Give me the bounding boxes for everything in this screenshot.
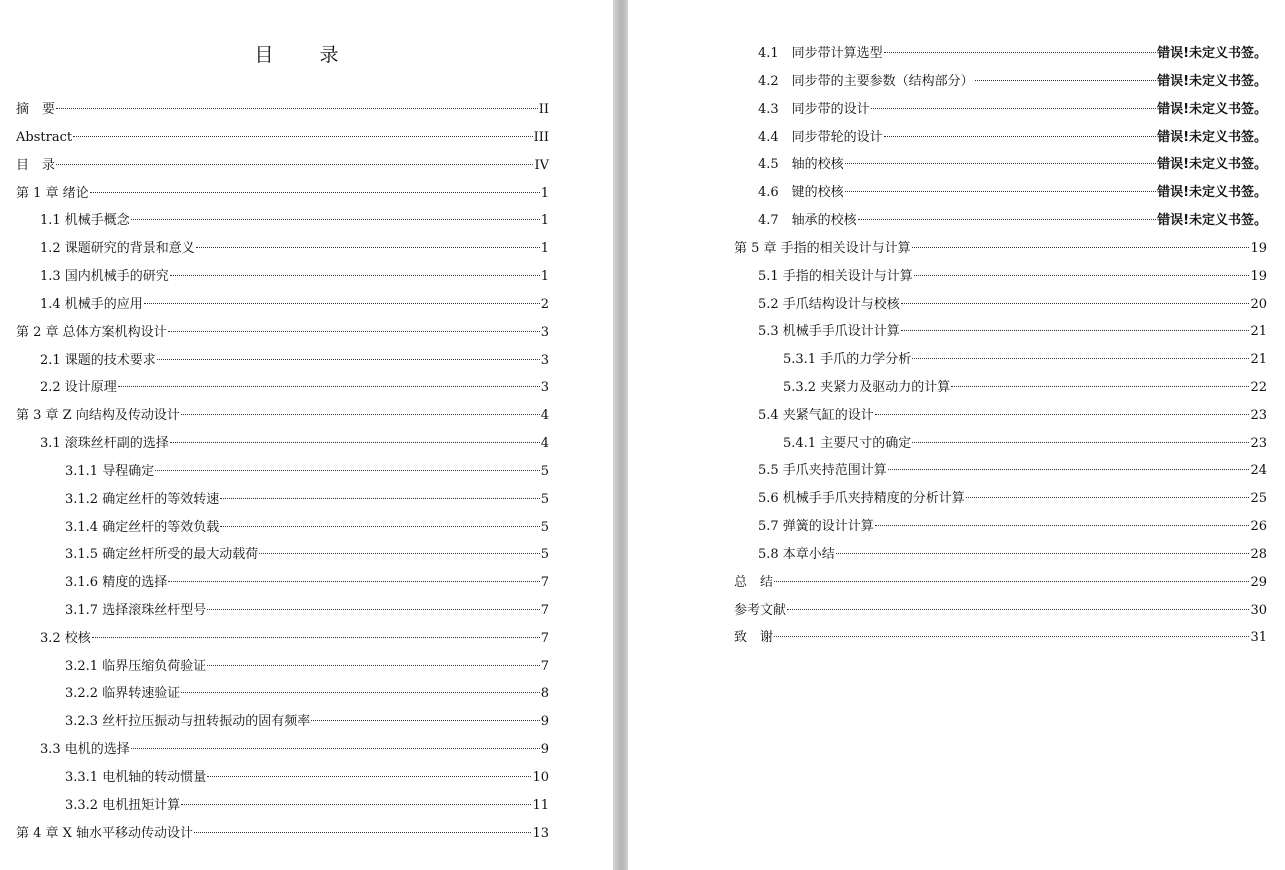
toc-dot-leader (975, 80, 1156, 81)
toc-entry[interactable] (758, 211, 1267, 231)
toc-entry-page-number: 错误!未定义书签。 (1157, 46, 1267, 61)
toc-dot-leader (92, 637, 540, 638)
toc-entry[interactable] (65, 573, 549, 593)
toc-entry[interactable] (758, 72, 1267, 92)
toc-entry[interactable] (40, 629, 549, 649)
toc-entry[interactable] (65, 796, 549, 816)
toc-entry-label: 目 录 (16, 157, 56, 173)
toc-entry[interactable] (40, 740, 549, 760)
toc-dot-leader (131, 748, 540, 749)
toc-entry-label: Abstract (16, 129, 73, 145)
toc-dot-leader (168, 331, 540, 332)
toc-entry-page-number: 31 (1250, 630, 1267, 646)
toc-entry-label: 5.2 手爪结构设计与校核 (758, 296, 900, 312)
toc-dot-leader (884, 136, 1156, 137)
toc-entry[interactable] (65, 462, 549, 482)
toc-entry-page-number: 错误!未定义书签。 (1157, 73, 1267, 89)
toc-entry-page-number: 5 (540, 519, 549, 535)
toc-dot-leader (56, 108, 538, 109)
toc-entry[interactable] (758, 183, 1267, 203)
toc-entry-label: 4.4 同步带轮的设计 (758, 129, 883, 145)
toc-entry-label: 3.1.7 选择滚珠丝杆型号 (65, 602, 207, 618)
toc-entry-label: 摘 要 (16, 102, 56, 117)
toc-entry[interactable] (65, 684, 549, 704)
toc-entry-page-number: 错误!未定义书签。 (1157, 213, 1267, 228)
toc-entry[interactable] (734, 573, 1267, 593)
toc-entry-label: 5.3.2 夹紧力及驱动力的计算 (783, 380, 951, 395)
toc-entry-label: 3.2.2 临界转速验证 (65, 686, 181, 702)
toc-dot-leader (118, 386, 540, 387)
toc-dot-leader (875, 414, 1250, 415)
toc-entry[interactable] (783, 378, 1267, 398)
toc-entry[interactable] (40, 351, 549, 371)
toc-dot-leader (888, 469, 1250, 470)
right-page (628, 0, 1285, 870)
toc-entry-page-number: 5 (540, 547, 549, 563)
toc-entry-page-number: 4 (540, 436, 549, 451)
toc-entry[interactable] (65, 601, 549, 621)
toc-entry[interactable] (734, 628, 1267, 648)
toc-entry-page-number: III (533, 129, 549, 145)
toc-entry-page-number: II (538, 102, 549, 117)
page-gutter (613, 0, 628, 870)
toc-entry-page-number: 7 (540, 630, 549, 646)
toc-entry[interactable] (40, 267, 549, 287)
toc-dot-leader (181, 414, 540, 415)
toc-entry-page-number: 23 (1250, 407, 1267, 423)
toc-entry[interactable] (16, 128, 549, 148)
toc-entry-label: 1.3 国内机械手的研究 (40, 269, 169, 284)
toc-entry-label: 1.2 课题研究的背景和意义 (40, 241, 195, 257)
toc-dot-leader (966, 497, 1250, 498)
toc-entry-label: 4.1 同步带计算选型 (758, 46, 883, 61)
toc-entry[interactable] (758, 406, 1267, 426)
toc-entry-page-number: 9 (540, 742, 549, 758)
toc-entry[interactable] (16, 100, 549, 120)
toc-entry-page-number: 1 (540, 185, 549, 201)
toc-entry[interactable] (40, 211, 549, 231)
toc-entry-page-number: 25 (1250, 491, 1267, 507)
toc-entry-page-number: 错误!未定义书签。 (1157, 101, 1267, 117)
toc-dot-leader (311, 720, 540, 721)
toc-entry-label: 第 4 章 X 轴水平移动传动设计 (16, 825, 194, 841)
toc-entry-page-number: 21 (1250, 324, 1267, 340)
toc-entry-label: 5.1 手指的相关设计与计算 (758, 268, 913, 284)
toc-entry[interactable] (758, 267, 1267, 287)
toc-entry-page-number: 19 (1250, 240, 1267, 256)
toc-entry-page-number: 2 (540, 296, 549, 312)
toc-dot-leader (901, 330, 1250, 331)
toc-entry-label: 3.3.1 电机轴的转动惯量 (65, 769, 207, 785)
toc-entry[interactable] (758, 461, 1267, 481)
toc-entry-label: 4.5 轴的校核 (758, 157, 844, 173)
toc-entry[interactable] (758, 44, 1267, 64)
toc-entry-page-number: IV (534, 157, 549, 173)
toc-dot-leader (181, 692, 540, 693)
toc-entry[interactable] (783, 434, 1267, 454)
toc-dot-leader (220, 526, 540, 527)
toc-entry[interactable] (40, 378, 549, 398)
toc-dot-leader (131, 219, 540, 220)
toc-dot-leader (884, 52, 1156, 53)
toc-entry-label: 3.1.1 导程确定 (65, 463, 155, 479)
toc-entry-page-number: 22 (1250, 380, 1267, 395)
toc-dot-leader (912, 442, 1249, 443)
toc-entry-label: 4.6 键的校核 (758, 185, 844, 201)
toc-entry-page-number: 3 (540, 380, 549, 396)
toc-entry-page-number: 10 (532, 769, 549, 785)
toc-entry-label: 5.8 本章小结 (758, 546, 835, 562)
toc-entry[interactable] (758, 517, 1267, 537)
toc-entry[interactable] (758, 100, 1267, 120)
toc-entry-label: 致 谢 (734, 630, 774, 646)
toc-entry-label: 第 1 章 绪论 (16, 185, 89, 201)
toc-entry-page-number: 3 (540, 352, 549, 368)
toc-entry-label: 第 2 章 总体方案机构设计 (16, 324, 167, 340)
toc-entry-label: 5.7 弹簧的设计计算 (758, 519, 874, 535)
toc-dot-leader (73, 136, 533, 137)
toc-entry-label: 3.1.2 确定丝杆的等效转速 (65, 491, 220, 507)
toc-dot-leader (56, 164, 533, 165)
toc-entry-label: 2.1 课题的技术要求 (40, 352, 156, 368)
toc-entry-page-number: 23 (1250, 435, 1267, 451)
toc-entry-page-number: 1 (540, 241, 549, 257)
toc-entry-label: 5.3.1 手爪的力学分析 (783, 352, 912, 368)
toc-entry-label: 3.2.1 临界压缩负荷验证 (65, 658, 207, 674)
toc-dot-leader (871, 108, 1156, 109)
toc-entry[interactable] (758, 295, 1267, 315)
toc-entry[interactable] (758, 545, 1267, 565)
toc-entry[interactable] (65, 518, 549, 538)
toc-dot-leader (774, 636, 1249, 637)
toc-dot-leader (207, 776, 531, 777)
toc-dot-leader (168, 581, 540, 582)
toc-entry[interactable] (758, 128, 1267, 148)
toc-dot-leader (858, 219, 1156, 220)
toc-dot-leader (196, 247, 540, 248)
toc-entry-label: 4.7 轴承的校核 (758, 213, 857, 228)
toc-dot-leader (144, 303, 540, 304)
toc-entry-page-number: 13 (532, 825, 549, 841)
toc-entry-page-number: 1 (540, 213, 549, 229)
toc-entry-label: 3.1.6 精度的选择 (65, 575, 168, 591)
toc-entry-label: 5.4 夹紧气缸的设计 (758, 407, 874, 423)
toc-entry-page-number: 9 (540, 714, 549, 730)
toc-dot-leader (787, 609, 1249, 610)
toc-dot-leader (155, 470, 540, 471)
toc-dot-leader (901, 303, 1250, 304)
toc-entry[interactable] (783, 350, 1267, 370)
toc-entry[interactable] (65, 657, 549, 677)
toc-entry-page-number: 7 (540, 658, 549, 674)
toc-dot-leader (170, 275, 540, 276)
toc-entry[interactable] (16, 406, 549, 426)
toc-entry-label: 总 结 (734, 574, 774, 590)
toc-entry-label: 5.5 手爪夹持范围计算 (758, 463, 887, 479)
toc-dot-leader (207, 665, 540, 666)
toc-entry[interactable] (65, 712, 549, 732)
toc-dot-leader (836, 553, 1250, 554)
toc-entry-page-number: 20 (1250, 296, 1267, 312)
toc-dot-leader (875, 525, 1250, 526)
toc-entry-label: 第 5 章 手指的相关设计与计算 (734, 240, 911, 256)
toc-entry-page-number: 7 (540, 575, 549, 591)
toc-entry-label: 5.4.1 主要尺寸的确定 (783, 435, 912, 451)
toc-entry-label: 2.2 设计原理 (40, 380, 117, 396)
toc-entry[interactable] (65, 490, 549, 510)
toc-entry[interactable] (758, 489, 1267, 509)
toc-entry[interactable] (758, 322, 1267, 342)
toc-entry-label: 3.1.4 确定丝杆的等效负载 (65, 519, 220, 535)
toc-entry-page-number: 21 (1250, 352, 1267, 368)
toc-entry-page-number: 5 (540, 463, 549, 479)
toc-entry-page-number: 11 (532, 797, 549, 813)
toc-entry-page-number: 24 (1250, 463, 1267, 479)
toc-entry-label: 参考文献 (734, 602, 787, 618)
toc-entry-page-number: 8 (540, 686, 549, 702)
toc-entry[interactable] (16, 824, 549, 844)
toc-entry-page-number: 3 (540, 324, 549, 340)
toc-entry-page-number: 30 (1250, 602, 1267, 618)
toc-entry[interactable] (758, 155, 1267, 175)
toc-dot-leader (951, 386, 1249, 387)
toc-dot-leader (207, 609, 540, 610)
toc-entry[interactable] (40, 295, 549, 315)
page-title: 目 录 (254, 44, 359, 66)
toc-entry-label: 5.6 机械手手爪夹持精度的分析计算 (758, 491, 965, 507)
toc-entry[interactable] (16, 323, 549, 343)
toc-dot-leader (220, 498, 540, 499)
toc-entry-page-number: 29 (1250, 574, 1267, 590)
toc-dot-leader (181, 804, 531, 805)
toc-entry[interactable] (65, 545, 549, 565)
toc-entry[interactable] (16, 184, 549, 204)
toc-entry-page-number: 26 (1250, 519, 1267, 535)
toc-dot-leader (912, 247, 1250, 248)
toc-entry-label: 1.1 机械手概念 (40, 213, 130, 229)
toc-entry-page-number: 19 (1250, 268, 1267, 284)
toc-entry[interactable] (16, 156, 549, 176)
toc-entry[interactable] (40, 434, 549, 454)
left-page (0, 0, 613, 870)
toc-entry-page-number: 错误!未定义书签。 (1157, 157, 1267, 173)
toc-entry-label: 5.3 机械手手爪设计计算 (758, 324, 900, 340)
toc-dot-leader (845, 163, 1156, 164)
toc-entry-page-number: 5 (540, 491, 549, 507)
toc-dot-leader (170, 442, 540, 443)
toc-entry-label: 4.2 同步带的主要参数（结构部分） (758, 73, 974, 89)
toc-entry[interactable] (734, 239, 1267, 259)
toc-entry-page-number: 错误!未定义书签。 (1157, 129, 1267, 145)
toc-entry-page-number: 28 (1250, 546, 1267, 562)
toc-entry-label: 3.1.5 确定丝杆所受的最大动载荷 (65, 547, 259, 563)
toc-entry-label: 3.3.2 电机扭矩计算 (65, 797, 181, 813)
toc-entry[interactable] (65, 768, 549, 788)
toc-dot-leader (194, 832, 531, 833)
toc-dot-leader (259, 553, 540, 554)
toc-entry[interactable] (734, 601, 1267, 621)
toc-entry-page-number: 错误!未定义书签。 (1157, 185, 1267, 201)
toc-dot-leader (845, 191, 1156, 192)
toc-entry-label: 3.3 电机的选择 (40, 742, 130, 758)
toc-dot-leader (774, 581, 1249, 582)
toc-entry-label: 3.2 校核 (40, 630, 91, 646)
toc-entry-page-number: 7 (540, 602, 549, 618)
toc-entry-label: 1.4 机械手的应用 (40, 296, 143, 312)
toc-entry-label: 4.3 同步带的设计 (758, 101, 870, 117)
toc-dot-leader (914, 275, 1250, 276)
toc-entry-label: 3.2.3 丝杆拉压振动与扭转振动的固有频率 (65, 714, 311, 730)
toc-entry-page-number: 4 (540, 408, 549, 424)
toc-dot-leader (90, 192, 540, 193)
toc-dot-leader (912, 358, 1249, 359)
toc-entry-page-number: 1 (540, 269, 549, 284)
toc-entry-label: 3.1 滚珠丝杆副的选择 (40, 436, 169, 451)
toc-entry[interactable] (40, 239, 549, 259)
toc-entry-label: 第 3 章 Z 向结构及传动设计 (16, 408, 180, 424)
toc-dot-leader (157, 359, 540, 360)
